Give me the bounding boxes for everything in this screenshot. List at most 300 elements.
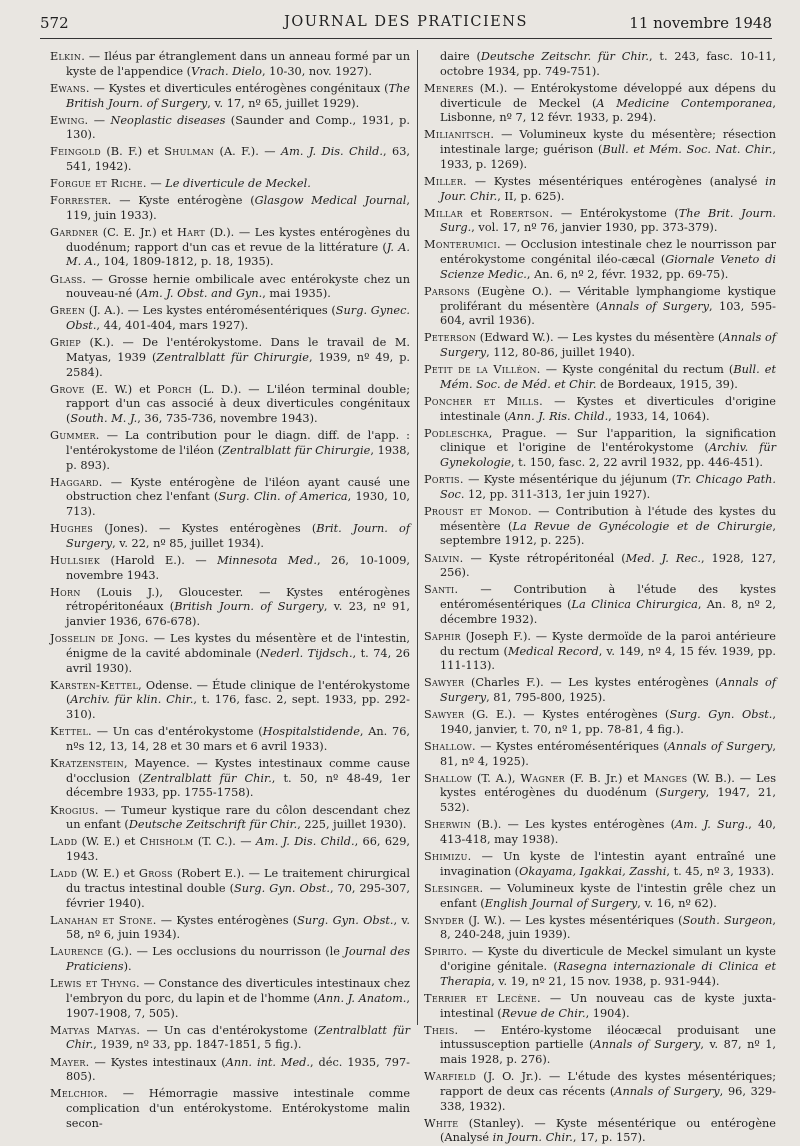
entry-text: , 1904).	[585, 1006, 630, 1020]
author-name: Monterumici.	[424, 238, 501, 252]
bibliography-entry	[50, 804, 410, 833]
publication-title: Bull. et Mém. Soc. de Méd. et Chir.	[440, 363, 776, 391]
author-name: Shimizu.	[424, 850, 472, 864]
bibliography-entry	[424, 1117, 776, 1146]
author-name: Ladd	[50, 835, 78, 849]
entry-text: , t. 50, nº 48-49, 1er décembre 1933, pp. 1755-1758).	[66, 771, 410, 800]
entry-text: , 1940, janvier, t. 70, nº 1, pp. 78-81, 4 fig.).	[440, 708, 776, 736]
entry-text: , 225, juillet 1930).	[297, 818, 407, 832]
entry-text: — Kystes mésentériques entérogènes (analysé	[466, 174, 766, 188]
entry-text: , Mayence. — Kystes intestinaux comme cause d'occlusion (	[66, 757, 410, 785]
author-name: Kratzenstein	[50, 757, 124, 771]
entry-text: (Eugène O.). — Véritable lymphangiome kystique proliférant du mésentère (	[440, 284, 776, 313]
author-name: Feingold	[50, 145, 101, 159]
bibliography-entry	[50, 977, 410, 1021]
entry-text: , 8, 240-248, juin 1939).	[440, 913, 776, 942]
entry-text: , mai 1935).	[262, 287, 331, 301]
publication-title: Surgery	[659, 786, 706, 800]
bibliography-entry	[50, 336, 410, 380]
publication-title: Brit. Journ. of Surgery	[66, 522, 411, 550]
publication-title: Glasgow Medical Journal	[254, 194, 407, 208]
publication-title: Annals of Surgery	[440, 676, 776, 705]
entry-text: (Saunder and Comp., 1931, p. 130).	[66, 113, 410, 142]
publication-title: Am. J. Dis. Child.	[255, 835, 355, 849]
publication-title: A Medicine Contemporanea	[596, 96, 773, 110]
publication-title: Ann. J. Anatom.	[317, 991, 407, 1005]
entry-text: , An. 76, nºs 12, 13, 14, 28 et 30 mars et 6 avril 1933).	[66, 725, 411, 753]
entry-text: , t. 45, nº 3, 1933).	[666, 864, 775, 878]
publication-title: Archiv. für klin. Chir.	[70, 693, 194, 707]
bibliography-entry	[424, 1070, 776, 1114]
publication-title: Tr. Chicago Path. Soc.	[440, 473, 776, 501]
author-name: Millar	[424, 206, 463, 220]
bibliography-entry	[424, 363, 776, 392]
entry-text: — Hémorragie massive intestinale comme complication d'un entérokystome. Entérokystome malin secon-	[66, 1087, 410, 1130]
entry-text: (Edward W.). — Les kystes du mésentère (	[476, 331, 723, 345]
publication-title: Zentralblatt für Chir.	[142, 771, 272, 785]
publication-title: Neoplastic diseases	[110, 113, 226, 127]
entry-text: (Jones). — Kystes entérogènes (	[93, 522, 317, 536]
bibliography-left-column	[50, 50, 411, 1130]
author-name: Robertson.	[489, 206, 554, 220]
author-name: Saphir	[424, 629, 461, 643]
entry-text: , 1933, 14, 1064).	[608, 409, 710, 423]
bibliography-entry	[424, 583, 776, 627]
entry-text: , septembre 1912, p. 225).	[440, 519, 776, 548]
entry-text: — Kystes et diverticules d'origine intestinale (	[440, 394, 776, 423]
bibliography-entry	[424, 552, 776, 581]
author-name: Shulman	[164, 145, 215, 159]
publication-title: Surg. Gynec. Obst.	[66, 304, 410, 333]
entry-text: (M.). — Entérokystome développé aux dépens du diverticule de Meckel (	[440, 81, 776, 110]
publication-title: The Brit. Journ. Surg.	[440, 206, 776, 235]
entry-text: (C. E. Jr.) et	[98, 226, 177, 240]
entry-text: , 1947, 21, 532).	[440, 786, 776, 815]
bibliography-entry	[50, 114, 410, 143]
publication-title: Zentralblatt für Chirurgie	[222, 443, 371, 457]
author-name: Sherwin	[424, 818, 471, 832]
author-name: Shallow	[424, 771, 472, 785]
author-name: Josselin de Jong.	[50, 632, 149, 646]
publication-title: Annals of Surgery	[667, 739, 773, 753]
author-name: Laurence	[50, 945, 104, 959]
entry-text: ).	[123, 960, 132, 974]
bibliography-entry	[424, 395, 776, 424]
bibliography-entry	[50, 50, 410, 79]
publication-title: Surg. Clin. of America	[218, 490, 348, 504]
bibliography-entry	[50, 429, 410, 473]
author-name: Ewing.	[50, 113, 89, 127]
entry-text: (Stanley). — Kyste mésentérique ou entérogène (Analysé	[440, 1116, 776, 1145]
publication-title: Annals of Surgery	[593, 1038, 701, 1052]
column-divider	[417, 50, 418, 1025]
entry-text: — Un cas d'entérokystome (	[91, 725, 263, 739]
entry-text: (A. F.). —	[214, 145, 281, 159]
publication-title: Giornale Veneto di Scienze Medic.	[440, 253, 776, 281]
publication-title: Annals of Surgery	[600, 299, 709, 313]
publication-title: Vrach. Dielo	[191, 64, 262, 78]
bibliography-entry	[424, 772, 776, 816]
entry-text: — Kyste du diverticule de Meckel simulant un kyste d'origine génitale. (	[440, 945, 776, 974]
entry-text: , 1933, p. 1269).	[440, 143, 776, 171]
entry-text: — Contribution à l'étude des kystes du mésentère (	[440, 505, 776, 533]
entry-text: — Constance des diverticules intestinaux chez l'embryon du porc, du lapin et de l'homme (	[66, 977, 410, 1005]
bibliography-entry	[424, 82, 776, 126]
entry-text: , II, p. 625).	[497, 189, 565, 203]
publication-title: Ann. J. Ris. Child.	[508, 409, 609, 423]
publication-title: Surg. Gyn. Obst.	[234, 881, 330, 895]
author-name: Griep	[50, 336, 81, 350]
author-name: Gross	[138, 867, 173, 881]
entry-text: , t. 176, fasc. 2, sept. 1933, pp. 292-310).	[66, 693, 410, 722]
publication-title: Hospitalstidende	[262, 725, 360, 739]
bibliography-entry	[424, 914, 776, 943]
entry-text: — Kystes intestinaux (	[89, 1055, 226, 1069]
author-name: Ewans.	[50, 81, 90, 95]
entry-text: 12, pp. 311-313, 1er juin 1927).	[464, 487, 651, 501]
publication-title: Nederl. Tijdsch.	[260, 646, 353, 660]
bibliography-entry	[50, 757, 410, 801]
entry-text: , An. 6, nº 2, févr. 1932, pp. 69-75).	[526, 267, 729, 281]
bibliography-entry	[424, 427, 776, 471]
entry-text: , 40, 413-418, may 1938).	[440, 818, 776, 846]
entry-text: , v. 16, nº 62).	[637, 896, 717, 910]
bibliography-entry	[424, 945, 776, 989]
bibliography-entry	[50, 383, 410, 427]
entry-text: , 70, 295-307, février 1940).	[66, 881, 411, 910]
author-name: Slesinger.	[424, 881, 484, 895]
author-name: Karsten-Kettel	[50, 678, 139, 692]
entry-text: — Kyste congénital du rectum (	[540, 363, 734, 377]
entry-text: , 44, 401-404, mars 1927).	[96, 319, 249, 333]
entry-text: — Kystes et diverticules entérogènes congénitaux (	[89, 81, 389, 95]
publication-title: La Clinica Chirurgica	[571, 598, 698, 612]
author-name: Gummer.	[50, 429, 100, 443]
author-name: Salvin.	[424, 551, 464, 565]
author-name: White	[424, 1116, 459, 1130]
entry-text: , 66, 629, 1943.	[66, 835, 410, 864]
entry-text: , 36, 735-736, novembre 1943).	[137, 412, 318, 426]
entry-text: — Un cas d'entérokystome (	[140, 1023, 319, 1037]
entry-text: (W. B.). — Les kystes entérogènes du duodénum (	[440, 771, 776, 800]
bibliography-entry	[50, 867, 410, 911]
entry-text: — Volumineux kyste de l'intestin grêle chez un enfant (	[440, 881, 776, 910]
publication-title: Zentralblatt für Chirurgie	[156, 350, 309, 364]
entry-text: , v. 87, nº 1, mais 1928, p. 276).	[440, 1038, 776, 1067]
bibliography-entry	[424, 175, 776, 204]
author-name: Green	[50, 304, 86, 318]
author-name: Kettel.	[50, 725, 92, 739]
publication-title: Le diverticule de Meckel.	[165, 177, 311, 191]
entry-text: (K.). — De l'entérokystome. Dans le travail de M. Matyas, 1939 (	[66, 336, 410, 364]
entry-text: —	[146, 177, 166, 191]
entry-text: (Robert E.). — Le traitement chirurgical du tractus intestinal double (	[66, 867, 410, 895]
publication-title: South. M. J.	[70, 412, 138, 426]
entry-text: — Iléus par étranglement dans un anneau formé par un kyste de l'appendice (	[66, 50, 410, 78]
bibliography-entry	[50, 725, 410, 754]
entry-text: , t. 150, fasc. 2, 22 avril 1932, pp. 446-451).	[510, 456, 764, 470]
publication-title: Bull. et Mém. Soc. Nat. Chir.	[602, 143, 773, 156]
entry-text: (G. E.). — Kystes entérogènes (	[464, 708, 670, 722]
entry-text: — Entéro-kystome iléocæcal produisant une intussusception partielle (	[440, 1023, 776, 1052]
publication-title: in Jour. Chir.	[440, 174, 776, 203]
entry-text: , 1930, 10, 713).	[66, 490, 410, 519]
publication-title: Am. J. Surg.	[674, 818, 749, 832]
author-name: Portis.	[424, 473, 464, 487]
bibliography-entry	[424, 505, 776, 549]
bibliography-entry	[424, 818, 776, 847]
journal-title: JOURNAL DES PRATICIENS	[284, 14, 528, 30]
author-name: Forgue et Riche.	[50, 177, 147, 191]
entry-text: (E. W.) et	[84, 382, 158, 396]
entry-text: (Charles F.). — Les kystes entérogènes (	[464, 676, 720, 690]
author-name: Milianitsch.	[424, 128, 495, 142]
entry-text: , v. 149, nº 4, 15 fév. 1939, pp. 111-113).	[440, 644, 776, 673]
entry-text: , déc. 1935, 797-805).	[66, 1055, 410, 1084]
bibliography-entry	[50, 1024, 410, 1053]
bibliography-entry	[424, 1024, 776, 1068]
bibliography-entry	[50, 476, 410, 520]
publication-title: Zentralblatt für Chir.	[66, 1023, 410, 1052]
entry-text: — Un kyste de l'intestin ayant entraîné une invagination (	[440, 850, 776, 878]
author-name: Matyas Matyas.	[50, 1023, 141, 1037]
entry-text: — Contribution à l'étude des kystes entéromésentériques (	[440, 583, 776, 612]
author-name: Mayer.	[50, 1055, 90, 1069]
entry-text: , 112, 80-86, juillet 1940).	[486, 346, 635, 360]
entry-text: , 104, 1809-1812, p. 18, 1935).	[96, 255, 274, 269]
author-name: Terrier et Lecène.	[424, 991, 541, 1005]
entry-text: , 1907-1908, 7, 505).	[66, 991, 410, 1020]
entry-text: — Les kystes du mésentère et de l'intestin, énigme de la cavité abdominale (	[66, 632, 411, 660]
author-name: Sawyer	[424, 708, 465, 722]
entry-text: — La contribution pour le diagn. diff. de l'app. : l'entérokystome de l'iléon (	[66, 429, 410, 457]
author-name: Ladd	[50, 867, 78, 881]
publication-title: J. A. M. A.	[66, 240, 410, 269]
author-name: Poncher et Mills.	[424, 394, 543, 408]
entry-text: — Kystes entéromésentériques (	[475, 739, 668, 753]
bibliography-entry	[424, 207, 776, 236]
author-name: Krogius.	[50, 803, 99, 817]
entry-text: , vol. 17, nº 76, janvier 1930, pp. 373-379).	[471, 221, 718, 235]
bibliography-entry	[50, 679, 410, 723]
entry-text: , t. 243, fasc. 10-11, octobre 1934, pp. 749-751).	[440, 50, 776, 78]
entry-text: — Un nouveau cas de kyste juxta-intestinal (	[440, 991, 776, 1020]
bibliography-entry	[50, 177, 410, 192]
bibliography-entry	[424, 331, 776, 360]
entry-text: daire (	[440, 50, 481, 63]
publication-title: English Journal of Surgery	[484, 896, 638, 910]
bibliography-entry	[424, 882, 776, 911]
author-name: Proust et Monod.	[424, 505, 532, 519]
author-name: Porch	[157, 382, 192, 396]
publication-title: Medical Record	[507, 644, 599, 658]
entry-text: (J. W.). — Les kystes mésentériques (	[464, 913, 683, 927]
entry-text: (D.). — Les kystes entérogènes du duodénum; rapport d'un cas et revue de la littérature (	[66, 226, 410, 254]
author-name: Chisholm	[139, 835, 194, 849]
entry-text: — Kyste rétropéritonéal (	[463, 551, 626, 565]
publication-title: in Journ. Chir.	[492, 1131, 573, 1145]
publication-title: Surg. Gyn. Obst.	[669, 708, 773, 722]
author-name: Spirito.	[424, 945, 468, 959]
entry-text: , 1939, nº 49, p. 2584).	[66, 350, 411, 379]
author-name: Manges	[643, 771, 688, 785]
entry-text: , v. 19, nº 21, 15 nov. 1938, p. 931-944).	[491, 974, 720, 988]
bibliography-entry	[424, 50, 776, 79]
entry-text: , v. 58, nº 6, juin 1934).	[66, 913, 410, 942]
author-name: Melchior.	[50, 1087, 108, 1101]
author-name: Hart	[177, 226, 206, 240]
entry-text: (G.). — Les occlusions du nourrisson (le	[103, 945, 345, 959]
author-name: Sawyer	[424, 676, 465, 690]
author-name: Wagner	[520, 771, 565, 785]
publication-title: La Revue de Gynécologie et de Chirurgie	[512, 519, 773, 533]
entry-text: — Kyste mésentérique du jéjunum (	[463, 473, 677, 487]
publication-title: Journal des Praticiens	[66, 945, 410, 974]
entry-text: , 1938, p. 893).	[66, 443, 410, 472]
entry-text: , 103, 595-604, avril 1936).	[440, 299, 776, 328]
publication-title: South. Surgeon	[682, 913, 773, 927]
bibliography-entry	[50, 145, 410, 174]
publication-title: Annals of Surgery	[614, 1084, 720, 1098]
entry-text: — Grosse hernie ombilicale avec entérokyste chez un nouveau-né (	[66, 272, 410, 301]
entry-text: (Harold E.). —	[100, 553, 218, 567]
entry-text: , Prague. — Sur l'apparition, la signification clinique et l'origine de l'entérokystome (	[440, 426, 776, 455]
entry-text: , 96, 329-338, 1932).	[440, 1084, 776, 1113]
author-name: Warfield	[424, 1070, 477, 1084]
author-name: Miller.	[424, 174, 467, 188]
publication-title: British Journ. of Surgery	[174, 600, 324, 614]
publication-title: Am. J. Dis. Child.	[280, 145, 383, 159]
entry-text: — Volumineux kyste du mésentère; résection intestinale large; guérison (	[440, 128, 776, 156]
entry-text: (T. C.). —	[193, 835, 256, 849]
author-name: Podleschka	[424, 426, 489, 440]
publication-title: Deutsche Zeitschrift für Chir.	[128, 818, 298, 832]
bibliography-entry	[50, 914, 410, 943]
entry-text: , 26, 10-1009, novembre 1943.	[66, 553, 410, 582]
entry-text: , 1939, nº 33, pp. 1847-1851, 5 fig.).	[93, 1038, 302, 1052]
entry-text: — Kystes entérogènes (	[156, 913, 298, 927]
entry-text: , v. 17, nº 65, juillet 1929).	[207, 96, 360, 110]
entry-text: (W. E.) et	[77, 867, 139, 881]
entry-text: et	[462, 206, 490, 220]
author-name: Peterson	[424, 331, 477, 345]
entry-text: (T. A.),	[472, 771, 521, 785]
entry-text: , Lisbonne, nº 7, 12 févr. 1933, p. 294).	[440, 96, 776, 125]
entry-text: (J. A.). — Les kystes entéromésentériques (	[85, 304, 336, 318]
entry-text: , 119, juin 1933).	[66, 194, 410, 222]
bibliography-entry	[50, 632, 410, 676]
author-name: Meneres	[424, 81, 474, 95]
author-name: Santi.	[424, 583, 459, 597]
bibliography-entry	[424, 473, 776, 502]
entry-text: — Occlusion intestinale chez le nourrisson par entérokystome congénital iléo-cæcal (	[440, 238, 776, 267]
bibliography-entry	[424, 128, 776, 172]
author-name: Haggard.	[50, 475, 103, 489]
bibliography-entry	[50, 522, 410, 551]
entry-text: , v. 22, nº 85, juillet 1934).	[112, 536, 265, 550]
publication-title: The British Journ. of Surgery	[66, 81, 410, 110]
bibliography-entry	[424, 285, 776, 329]
bibliography-entry	[50, 226, 410, 270]
entry-text: — Kyste entérogène (	[111, 194, 255, 208]
bibliography-entry	[50, 835, 410, 864]
author-name: Hughes	[50, 522, 94, 536]
author-name: Horn	[50, 585, 81, 599]
bibliography-entry	[50, 945, 410, 974]
entry-text: (Joseph F.). — Kyste dermoïde de la paroi antérieure du rectum (	[440, 629, 776, 658]
page-number: 572	[40, 14, 69, 32]
entry-text: , 81, nº 4, 1925).	[440, 739, 776, 768]
bibliography-entry	[424, 708, 776, 737]
author-name: Gardner	[50, 226, 99, 240]
bibliography-entry	[424, 630, 776, 674]
bibliography-entry	[424, 992, 776, 1021]
author-name: Shallow.	[424, 739, 476, 753]
author-name: Glass.	[50, 272, 87, 286]
publication-title: Okayama, Igakkai, Zasshi	[519, 864, 667, 878]
author-name: Hullsiek	[50, 553, 101, 567]
bibliography-entry	[50, 586, 410, 630]
entry-text: — Entérokystome (	[553, 206, 679, 220]
bibliography-entry	[50, 273, 410, 302]
entry-text: (J. O. Jr.). — L'étude des kystes mésentériques; rapport de deux cas récents (	[440, 1070, 776, 1098]
bibliography-entry	[424, 238, 776, 282]
author-name: Parsons	[424, 284, 471, 298]
publication-title: Am. J. Obst. and Gyn.	[140, 287, 263, 301]
publication-title: Ann. int. Med.	[225, 1055, 310, 1069]
entry-text: (W. E.) et	[77, 835, 140, 849]
entry-text: (Louis J.), Gloucester. — Kystes entérogènes rétropéritonéaux (	[66, 585, 410, 614]
entry-text: , 17, p. 157).	[572, 1131, 646, 1145]
entry-text: , v. 23, nº 91, janvier 1936, 676-678).	[66, 600, 410, 629]
issue-date: 11 novembre 1948	[629, 14, 772, 32]
author-name: Theis.	[424, 1023, 459, 1037]
bibliography-right-column	[424, 50, 776, 1145]
page-header	[40, 14, 772, 39]
author-name: Forrester.	[50, 194, 112, 208]
entry-text: de Bordeaux, 1915, 39).	[596, 377, 738, 391]
bibliography-entry	[50, 554, 410, 583]
entry-text: , Odense. — Étude clinique de l'entérokystome (	[66, 678, 410, 707]
bibliography-entry	[50, 1087, 410, 1131]
publication-title: Deutsche Zeitschr. für Chir.	[480, 50, 650, 63]
author-name: Elkin.	[50, 50, 86, 63]
bibliography-entry	[424, 740, 776, 769]
bibliography-entry	[50, 304, 410, 333]
entry-text: , An. 8, nº 2, décembre 1932).	[440, 598, 776, 626]
bibliography-entry	[50, 1056, 410, 1085]
publication-title: Med. J. Rec.	[625, 551, 701, 565]
entry-text: (B. F.) et	[100, 145, 165, 159]
entry-text: , 10-30, nov. 1927).	[261, 64, 372, 78]
entry-text: , t. 74, 26 avril 1930).	[66, 646, 410, 675]
entry-text: (F. B. Jr.) et	[564, 771, 644, 785]
publication-title: Surg. Gyn. Obst.	[297, 913, 394, 927]
author-name: Lewis et Thyng.	[50, 977, 140, 991]
bibliography-entry	[424, 676, 776, 705]
publication-title: Minnesota Med.	[217, 553, 317, 567]
entry-text: , 63, 541, 1942).	[66, 145, 410, 174]
author-name: Snyder	[424, 913, 465, 927]
author-name: Lanahan et Stone.	[50, 913, 157, 927]
publication-title: Archiv. für Gynekologie	[440, 441, 776, 470]
publication-title: Rasegna internazionale di Clinica et Therapia	[440, 960, 776, 988]
bibliography-entry	[50, 194, 410, 223]
entry-text: (B.). — Les kystes entérogènes (	[470, 818, 675, 832]
entry-text: —	[88, 113, 111, 127]
bibliography-entry	[424, 850, 776, 879]
entry-text: , 1928, 127, 256).	[440, 551, 776, 580]
